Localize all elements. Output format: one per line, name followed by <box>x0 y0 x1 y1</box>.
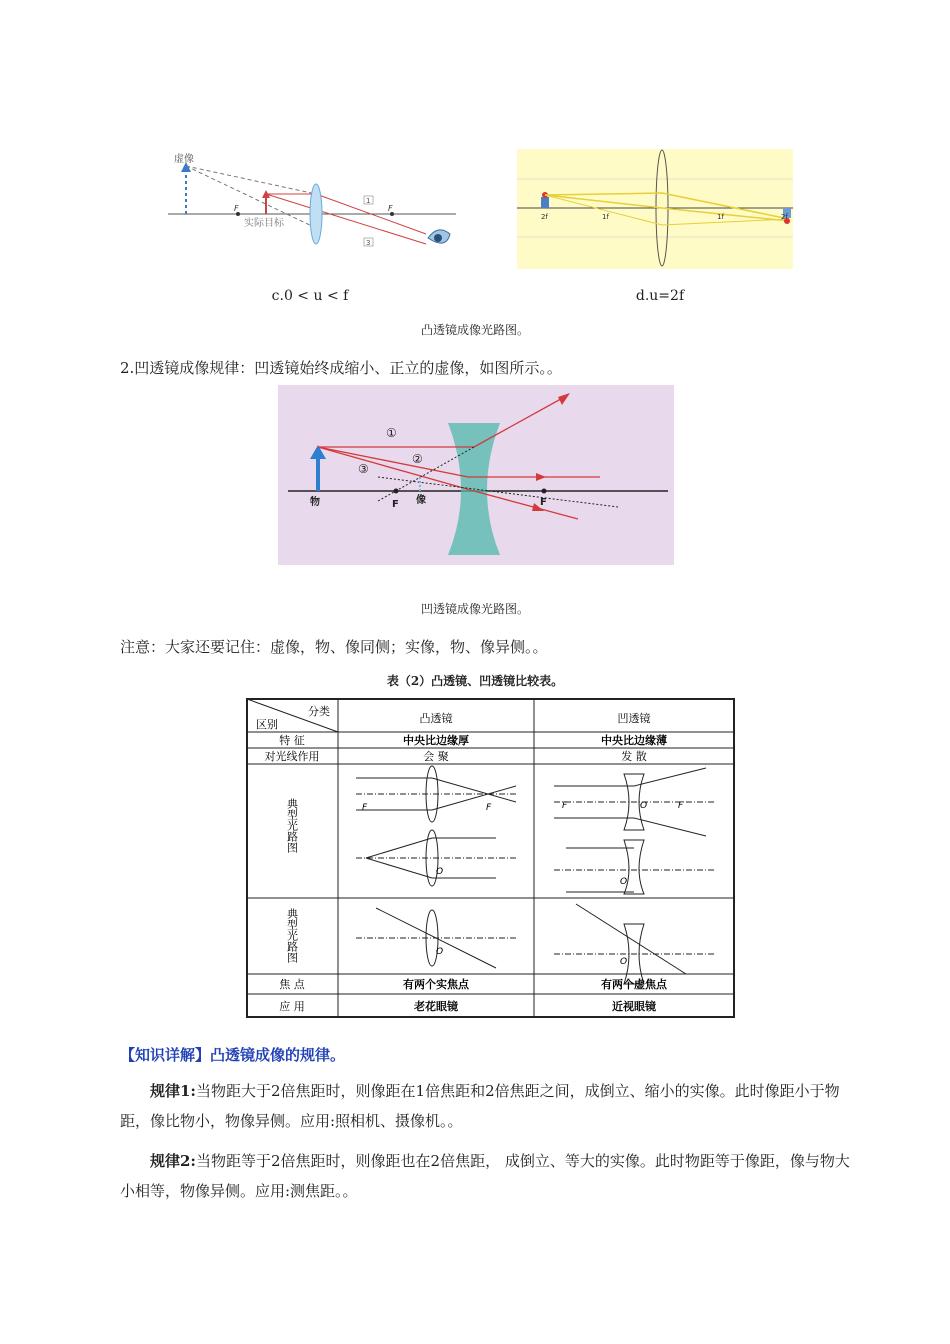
diagram-label-1: 典型光路图 <box>285 798 299 853</box>
row-use-concave: 近视眼镜 <box>612 1000 656 1013</box>
convex-o-1: O <box>436 867 444 877</box>
caption-concave: 凹透镜成像光路图。 <box>420 602 529 616</box>
convex-f-2: F <box>486 803 492 813</box>
focus-label-right: F <box>388 204 393 213</box>
focus-right-label: F <box>540 497 547 508</box>
row-use-label: 应 用 <box>279 1000 305 1013</box>
figure-virtual-image <box>166 148 458 264</box>
row-use-convex: 老花眼镜 <box>414 1000 458 1013</box>
row-feature-concave: 中央比边缘薄 <box>601 734 667 747</box>
diagram-label-2: 典型光路图 <box>285 908 299 963</box>
caption-c: c.0 < u < f <box>271 288 349 304</box>
tick-1f-right: 1f <box>717 213 724 221</box>
table-title: 表（2）凸透镜、凹透镜比较表。 <box>386 674 564 688</box>
row-focus-convex: 有两个实焦点 <box>403 978 469 991</box>
rule-1-text: 当物距大于2倍焦距时，则像距在1倍焦距和2倍焦距之间，成倒立、缩小的实像。此时像距小于物距，像比物小，物像异侧。应用:照相机、摄像机。。 <box>120 1082 840 1130</box>
virtual-image-label: 虚像 <box>174 154 194 165</box>
tick-2f-left: 2f <box>541 213 548 221</box>
caption-d: d.u=2f <box>635 288 685 304</box>
convex-f-1: F <box>362 803 368 813</box>
rule-1-label: 规律1: <box>150 1082 196 1100</box>
row-focus-concave: 有两个虚焦点 <box>601 978 667 991</box>
concave-f-1: F <box>562 801 568 811</box>
caption-convex: 凸透镜成像光路图。 <box>420 323 529 337</box>
ray-label-3: 3 <box>366 239 371 247</box>
ray-marker-3: ③ <box>358 462 369 476</box>
row-effect-convex: 会 聚 <box>423 750 449 763</box>
figure-u-2f <box>517 149 793 269</box>
rule-2-text: 当物距等于2倍焦距时，则像距也在2倍焦距， 成倒立、等大的实像。此时物距等于像距，像与物大小相等，物像异侧。应用:测焦距。。 <box>120 1152 850 1200</box>
focus-label-left: F <box>234 204 239 213</box>
rule-1-paragraph <box>120 1076 860 1136</box>
rule-2-label: 规律2: <box>150 1152 196 1170</box>
comparison-table <box>246 698 735 1018</box>
note-paragraph: 注意：大家还要记住：虚像，物、像同侧；实像，物、像异侧。。 <box>120 638 548 656</box>
row-feature-convex: 中央比边缘厚 <box>403 734 469 747</box>
corner-difference: 区别 <box>256 718 278 731</box>
corner-category: 分类 <box>308 705 330 718</box>
concave-f-2: F <box>678 801 684 811</box>
convex-o-2: O <box>436 947 444 957</box>
figure-concave-lens <box>278 385 674 565</box>
row-effect-concave: 发 散 <box>621 750 647 763</box>
row-feature-label: 特 征 <box>279 734 305 747</box>
ray-label-1: 1 <box>366 197 371 205</box>
knowledge-heading: 【知识详解】凸透镜成像的规律。 <box>120 1046 346 1064</box>
focus-left-label: F <box>392 499 399 510</box>
concave-o-2: O <box>620 877 628 887</box>
row-effect-label: 对光线作用 <box>264 750 320 763</box>
ray-marker-2: ② <box>412 452 423 466</box>
concave-o-1: O <box>640 801 648 811</box>
concave-o-3: O <box>620 957 628 967</box>
tick-1f-left: 1f <box>602 213 609 221</box>
tick-2f-right: 2f <box>781 213 788 221</box>
object-label: 物 <box>310 497 320 508</box>
row-focus-label: 焦 点 <box>279 978 305 991</box>
image-label: 像 <box>416 495 426 506</box>
header-convex: 凸透镜 <box>419 712 453 725</box>
rule-2-paragraph <box>120 1146 860 1206</box>
target-label: 实际目标 <box>244 218 284 229</box>
paragraph-concave-rule: 2.凹透镜成像规律：凹透镜始终成缩小、正立的虚像，如图所示。。 <box>120 359 562 377</box>
header-concave: 凹透镜 <box>617 712 651 725</box>
ray-marker-1: ① <box>386 426 397 440</box>
